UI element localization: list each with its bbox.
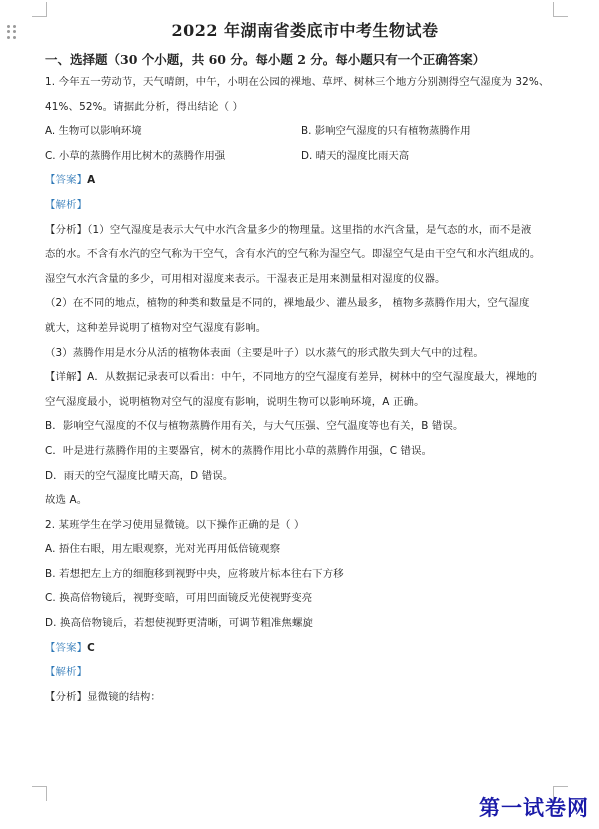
section-heading: 一、选择题（30 个小题，共 60 分。每小题 2 分。每小题只有一个正确答案） [45,52,486,67]
q2-stem: 2. 某班学生在学习使用显微镜。以下操作正确的是（ ） [45,518,305,531]
q1-stem-line2: 41%、52%。请据此分析，得出结论（ ） [45,100,244,113]
q1-options-row-1 [45,119,565,144]
q2-analysis-tag: 【解析】 [45,666,88,679]
q1-option-c: C. 小草的蒸腾作用比树木的蒸腾作用强 [45,149,226,162]
q1-analysis-line [45,218,565,243]
q1-analysis-line: 就大，这种差异说明了植物对空气湿度有影响。 [45,321,267,334]
q1-analysis-tag: 【解析】 [45,198,88,211]
q1-detail-line: C．叶是进行蒸腾作用的主要器官，树木的蒸腾作用比小草的蒸腾作用强，C 错误。 [45,444,433,457]
q1-option-d: D. 晴天的湿度比雨天高 [301,149,410,162]
q2-analysis-first: 【分析】显微镜的结构： [45,690,161,703]
q2-answer-tag: 【答案】 [45,641,88,654]
q1-analysis-line: 态的水。不含有水汽的空气称为干空气，含有水汽的空气称为湿空气。即湿空气是由干空气和水汽组成的。 [45,248,541,261]
q1-conclusion: 故选 A。 [45,494,88,507]
q1-answer-tag: 【答案】 [45,174,88,187]
q1-analysis-head: 【分析】 [45,223,88,236]
q1-analysis-text: （1）空气湿度是表示大气中水汽含量多少的物理量。这里指的水汽含量，是气态的水，而不是液 [87,223,532,236]
q1-detail-head: 【详解】 [45,371,88,384]
q1-detail-line [45,365,565,390]
crop-mark-top-right [553,2,568,17]
q2-answer: C [87,641,95,654]
crop-mark-bottom-left [32,786,47,801]
q1-analysis-line: （2）在不同的地点，植物的种类和数量是不同的，裸地最少、灌丛最多， 植物多蒸腾作用大，空气湿度 [45,297,530,310]
q1-stem-line1: 1. 今年五一劳动节，天气晴朗，中午，小明在公园的裸地、草坪、树林三个地方分别测得空气湿度为 32%、 [45,76,550,88]
watermark-logo: 第一试卷网 [479,795,589,820]
q2-option-d: D. 换高倍物镜后，若想使视野更清晰，可调节粗准焦螺旋 [45,617,314,630]
q2-option-c: C. 换高倍物镜后，视野变暗，可用凹面镜反光使视野变亮 [45,592,313,605]
crop-mark-top-left [32,2,47,17]
q1-analysis-line: 湿空气水汽含量的多少，可用相对湿度来表示。干湿表正是用来测量相对湿度的仪器。 [45,272,446,285]
document-page [45,18,565,709]
q1-answer: A [87,174,96,187]
q1-detail-text: A．从数据记录表可以看出：中午，不同地方的空气湿度有差异，树林中的空气湿度最大，裸地的 [87,371,538,384]
q1-option-b: B. 影响空气湿度的只有植物蒸腾作用 [301,125,471,138]
q1-options-row-2 [45,144,565,169]
page-title: 2022 年湖南省娄底市中考生物试卷 [171,21,439,40]
q1-detail-line: D．雨天的空气湿度比晴天高，D 错误。 [45,469,234,482]
q1-answer-line [45,168,565,193]
q1-detail-line: B．影响空气湿度的不仅与植物蒸腾作用有关，与大气压强、空气温度等也有关，B 错误。 [45,420,464,433]
q1-detail-line: 空气湿度最小，说明植物对空气的湿度有影响，说明生物可以影响环境，A 正确。 [45,395,425,408]
q2-option-a: A. 捂住右眼，用左眼观察，光对光再用低倍镜观察 [45,543,281,556]
q2-answer-line [45,636,565,661]
drag-handle-icon[interactable] [7,25,17,39]
q1-analysis-line: （3）蒸腾作用是水分从活的植物体表面（主要是叶子）以水蒸气的形式散失到大气中的过程。 [45,346,484,359]
q1-option-a: A. 生物可以影响环境 [45,125,142,138]
q2-option-b: B. 若想把左上方的细胞移到视野中央，应将玻片标本往右下方移 [45,567,344,580]
